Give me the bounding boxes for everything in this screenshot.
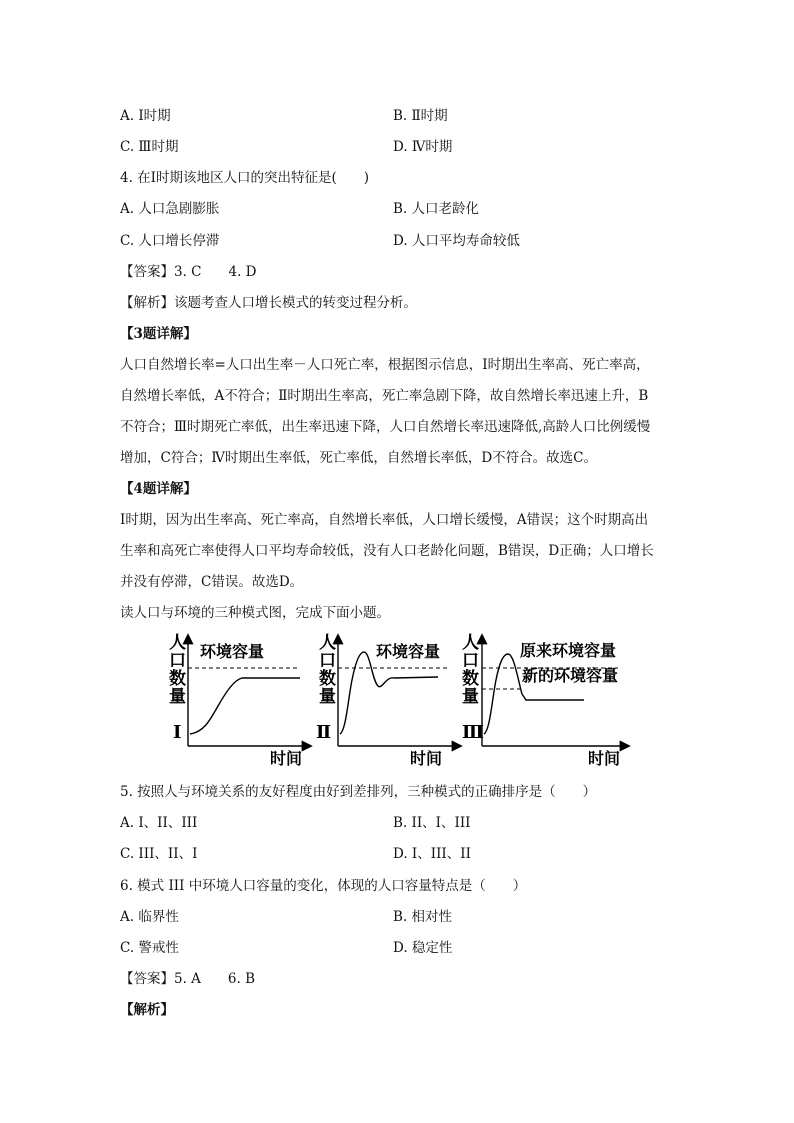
q4-option-c: C. 人口增长停滞 — [120, 233, 220, 249]
panel-3-ylabel-2: 口 — [462, 651, 479, 671]
q3-option-a: A. Ⅰ时期 — [120, 108, 171, 124]
figure-intro: 读人口与环境的三种模式图，完成下面小题。 — [120, 605, 390, 621]
panel-2-ylabel-1: 人 — [319, 633, 336, 653]
q6-option-a: A. 临界性 — [120, 909, 179, 925]
detail-4-line-1: Ⅰ时期，因为出生率高、死亡率高，自然增长率低，人口增长缓慢，A错误；这个时期高出 — [120, 512, 649, 528]
detail-4-line-3: 并没有停滞，C错误。故选D。 — [120, 574, 304, 590]
q4-option-b: B. 人口老龄化 — [393, 201, 480, 217]
panel-3-ylabel-4: 量 — [462, 687, 479, 707]
panel-2-ylabel-3: 数 — [319, 669, 336, 689]
panel-1-xlabel: 时间 — [270, 749, 303, 768]
q3-option-b: B. Ⅱ时期 — [393, 108, 448, 124]
model-panel-2 — [316, 633, 460, 768]
q4-stem: 4. 在Ⅰ时期该地区人口的突出特征是( ) — [120, 170, 370, 186]
population-environment-models-figure — [160, 630, 640, 772]
q4-option-d: D. 人口平均寿命较低 — [393, 233, 520, 249]
detail-3-title: 【3题详解】 — [120, 326, 197, 342]
q5-option-d: D. I、III、II — [393, 846, 471, 862]
panel-1-ylabel-2: 口 — [169, 651, 186, 671]
q5-option-c: C. III、II、I — [120, 846, 198, 862]
q6-option-b: B. 相对性 — [393, 909, 453, 925]
q5-option-b: B. II、I、III — [393, 815, 471, 831]
panel-1-roman: Ⅰ — [173, 722, 182, 743]
detail-3-line-4: 增加，C符合；Ⅳ时期出生率低，死亡率低，自然增长率低，D不符合。故选C。 — [120, 450, 597, 466]
detail-4-title: 【4题详解】 — [120, 481, 197, 497]
answer-1: 【答案】3. C 4. D — [120, 264, 257, 280]
panel-1-ylabel-3: 数 — [169, 669, 186, 689]
panel-3-original-capacity-label: 原来环境容量 — [520, 641, 617, 660]
panel-2-ylabel-4: 量 — [319, 687, 336, 707]
q3-option-d: D. Ⅳ时期 — [393, 139, 453, 155]
panel-3-ylabel-1: 人 — [462, 633, 479, 653]
panel-3-xlabel: 时间 — [588, 749, 621, 768]
panel-1-population-curve — [190, 678, 300, 734]
panel-3-new-capacity-label: 新的环境容量 — [522, 666, 619, 685]
panel-2-roman: Ⅱ — [316, 722, 332, 743]
q6-option-c: C. 警戒性 — [120, 940, 179, 956]
model-panel-3 — [462, 633, 628, 768]
answer-2: 【答案】5. A 6. B — [120, 971, 256, 987]
detail-4-line-2: 生率和高死亡率使得人口平均寿命较低，没有人口老龄化问题，B错误，D正确；人口增长 — [120, 543, 654, 559]
panel-1-ylabel-4: 量 — [169, 687, 186, 707]
detail-3-line-1: 人口自然增长率=人口出生率－人口死亡率，根据图示信息，Ⅰ时期出生率高、死亡率高， — [120, 357, 650, 373]
q5-stem: 5. 按照人与环境关系的友好程度由好到差排列，三种模式的正确排序是（ ） — [120, 784, 597, 800]
detail-3-line-2: 自然增长率低，A不符合；Ⅱ时期出生率高，死亡率急剧下降，故自然增长率迅速上升，B — [120, 388, 649, 404]
panel-2-population-curve — [340, 652, 438, 734]
panel-2-capacity-label: 环境容量 — [376, 642, 441, 661]
q6-stem: 6. 模式 III 中环境人口容量的变化，体现的人口容量特点是（ ） — [120, 878, 527, 894]
q4-option-a: A. 人口急剧膨胀 — [120, 201, 220, 217]
q6-option-d: D. 稳定性 — [393, 940, 453, 956]
model-panel-1 — [169, 633, 310, 768]
panel-2-ylabel-2: 口 — [319, 651, 336, 671]
panel-3-roman: Ⅲ — [462, 722, 484, 743]
analysis-1: 【解析】该题考查人口增长模式的转变过程分析。 — [120, 295, 417, 311]
panel-1-capacity-label: 环境容量 — [200, 642, 265, 661]
q5-option-a: A. I、II、III — [120, 815, 198, 831]
analysis-2: 【解析】 — [120, 1002, 174, 1018]
panel-2-xlabel: 时间 — [410, 749, 443, 768]
panel-3-ylabel-3: 数 — [462, 669, 479, 689]
panel-1-ylabel-1: 人 — [169, 633, 186, 653]
q3-option-c: C. Ⅲ时期 — [120, 139, 179, 155]
detail-3-line-3: 不符合；Ⅲ时期死亡率低，出生率迅速下降，人口自然增长率迅速降低,高龄人口比例缓慢 — [120, 419, 651, 435]
